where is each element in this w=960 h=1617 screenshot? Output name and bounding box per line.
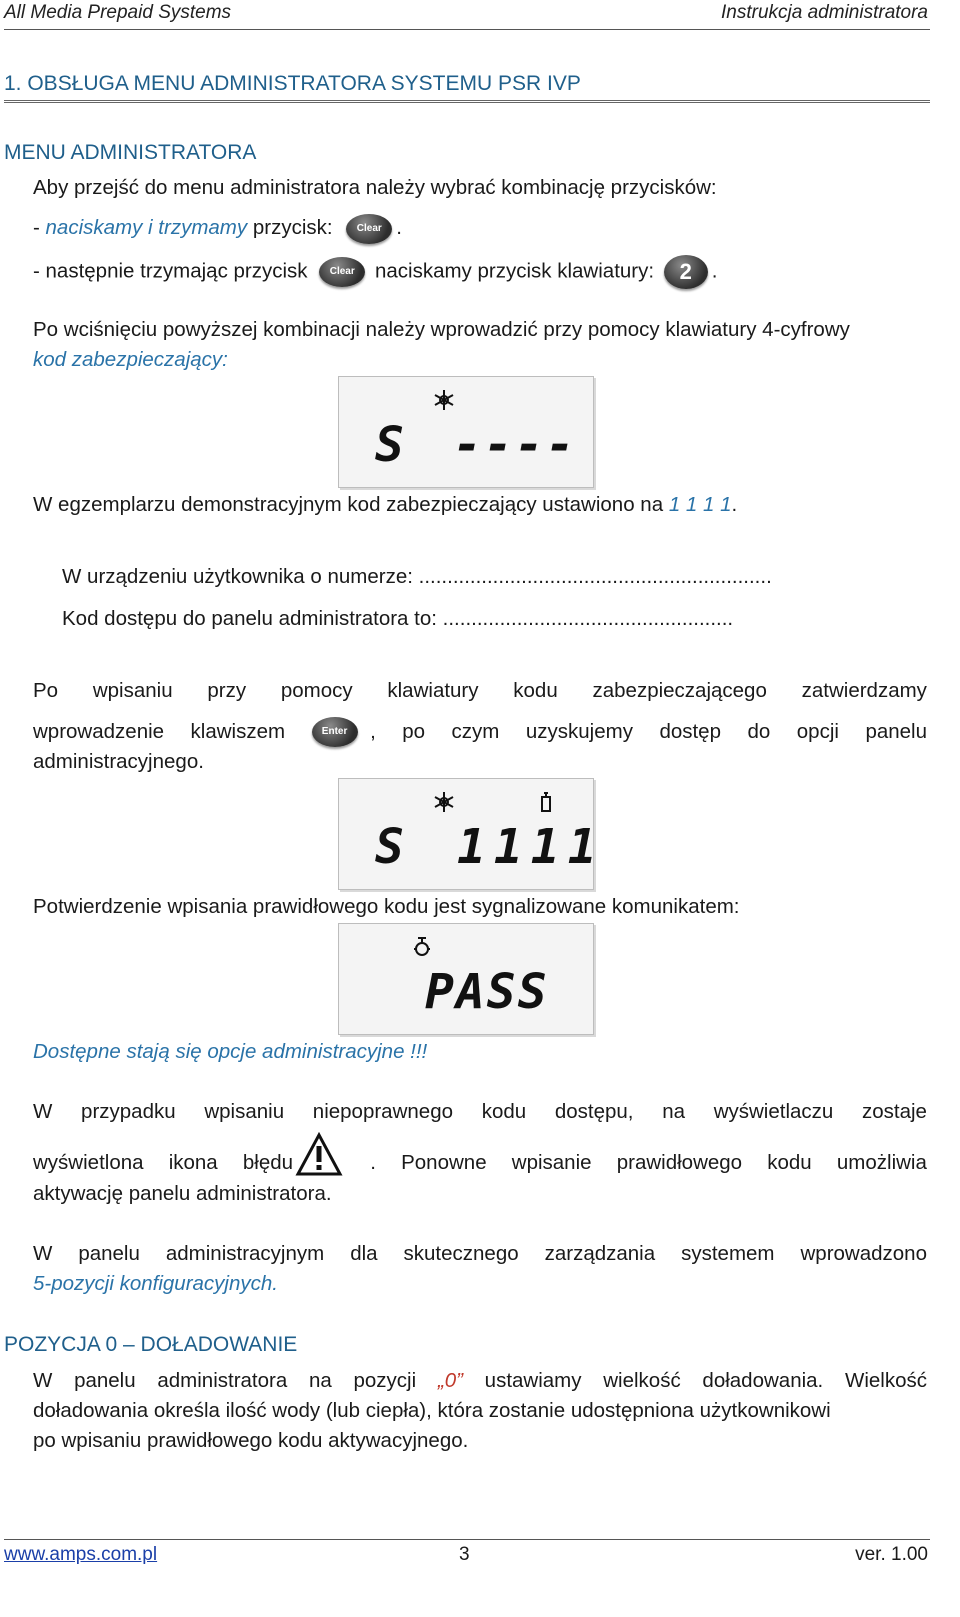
valve-icon	[411, 936, 433, 958]
lcd-code-value: 1111	[457, 819, 605, 875]
step-1: - naciskamy i trzymamy przycisk: Clear .	[33, 213, 402, 244]
snowflake-icon	[433, 791, 455, 813]
page-number: 3	[459, 1544, 470, 1565]
lcd-pass-message: PASS	[425, 964, 549, 1020]
confirm-line-3: administracyjnego.	[33, 750, 204, 773]
positions-count: 5-pozycji konfiguracyjnych.	[33, 1272, 278, 1295]
footer-website-link[interactable]: www.amps.com.pl	[4, 1544, 158, 1565]
user-number-blank: ..............................................................	[418, 565, 772, 588]
lcd-mode-letter: S	[375, 819, 410, 875]
position-0-line-2: doładowania określa ilość wody (lub ciepła), która zostanie udostępniona użytkownikowi	[33, 1399, 831, 1422]
header-left: All Media Prepaid Systems	[4, 2, 232, 23]
menu-heading: MENU ADMINISTRATORA	[4, 141, 257, 164]
security-code-label: kod zabezpieczający:	[33, 348, 228, 371]
clear-key-icon-2: Clear	[319, 257, 365, 287]
position-0-value: „0”	[437, 1369, 463, 1392]
panel-code-blank: ...................................................	[442, 607, 734, 630]
section-title: 1. OBSŁUGA MENU ADMINISTRATORA SYSTEMU PSR IVP	[4, 72, 581, 95]
menu-intro: Aby przejść do menu administratora należy wybrać kombinację przycisków:	[33, 176, 717, 199]
wrong-line-1: W przypadku wpisaniu niepoprawnego kodu dostępu, na wyświetlaczu zostaje	[33, 1100, 927, 1123]
panel-line-1: W panelu administracyjnym dla skutecznego zarządzania systemem wprowadzono	[33, 1242, 927, 1265]
battery-icon	[539, 791, 553, 813]
lcd-display-pass	[338, 923, 594, 1035]
lcd-code-placeholder: ----	[453, 417, 577, 473]
available-options: Dostępne stają się opcje administracyjne !!!	[33, 1040, 428, 1063]
position-0-line-1: W panelu administratora na pozycji „0” ustawiamy wielkość doładowania. Wielkość	[33, 1366, 927, 1396]
header-right: Instrukcja administratora	[721, 2, 928, 23]
wrong-line-2: wyświetlona ikona błędu . Ponowne wpisanie prawidłowego kodu umożliwia	[33, 1126, 927, 1178]
demo-code-value: 1 1 1 1	[668, 493, 732, 516]
demo-code-line: W egzemplarzu demonstracyjnym kod zabezpieczający ustawiono na 1 1 1 1.	[33, 493, 738, 516]
lcd-display-code-entry	[338, 376, 594, 488]
confirm-line-2: wprowadzenie klawiszem Enter , po czym uzyskujemy dostęp do opcji panelu	[33, 717, 927, 747]
confirm-line-1: Po wpisaniu przy pomocy klawiatury kodu zabezpieczającego zatwierdzamy	[33, 679, 927, 702]
after-combination: Po wciśnięciu powyższej kombinacji należy wprowadzić przy pomocy klawiatury 4-cyfrowy	[33, 318, 850, 341]
section-divider	[4, 100, 930, 105]
snowflake-icon	[433, 389, 455, 411]
panel-code-line: Kod dostępu do panelu administratora to: ...................................................	[62, 607, 734, 630]
enter-key-icon: Enter	[312, 717, 358, 747]
lcd-mode-letter: S	[375, 417, 410, 473]
header-divider	[4, 29, 930, 30]
step-1-emphasis: naciskamy i trzymamy	[45, 216, 248, 239]
pass-intro: Potwierdzenie wpisania prawidłowego kodu jest sygnalizowane komunikatem:	[33, 895, 740, 918]
key-2-icon: 2	[664, 255, 708, 289]
lcd-display-code-entered	[338, 778, 605, 890]
step-2: - następnie trzymając przycisk Clear naciskamy przycisk klawiatury: 2 .	[33, 255, 717, 289]
user-number-line: W urządzeniu użytkownika o numerze: ..............................................................	[62, 565, 772, 588]
footer-divider	[4, 1539, 930, 1540]
wrong-line-3: aktywację panelu administratora.	[33, 1182, 332, 1205]
position-0-heading: POZYCJA 0 – DOŁADOWANIE	[4, 1333, 298, 1356]
clear-key-icon: Clear	[346, 214, 392, 244]
position-0-line-3: po wpisaniu prawidłowego kodu aktywacyjnego.	[33, 1429, 469, 1452]
document-version: ver. 1.00	[855, 1544, 928, 1565]
warning-icon	[295, 1132, 343, 1178]
